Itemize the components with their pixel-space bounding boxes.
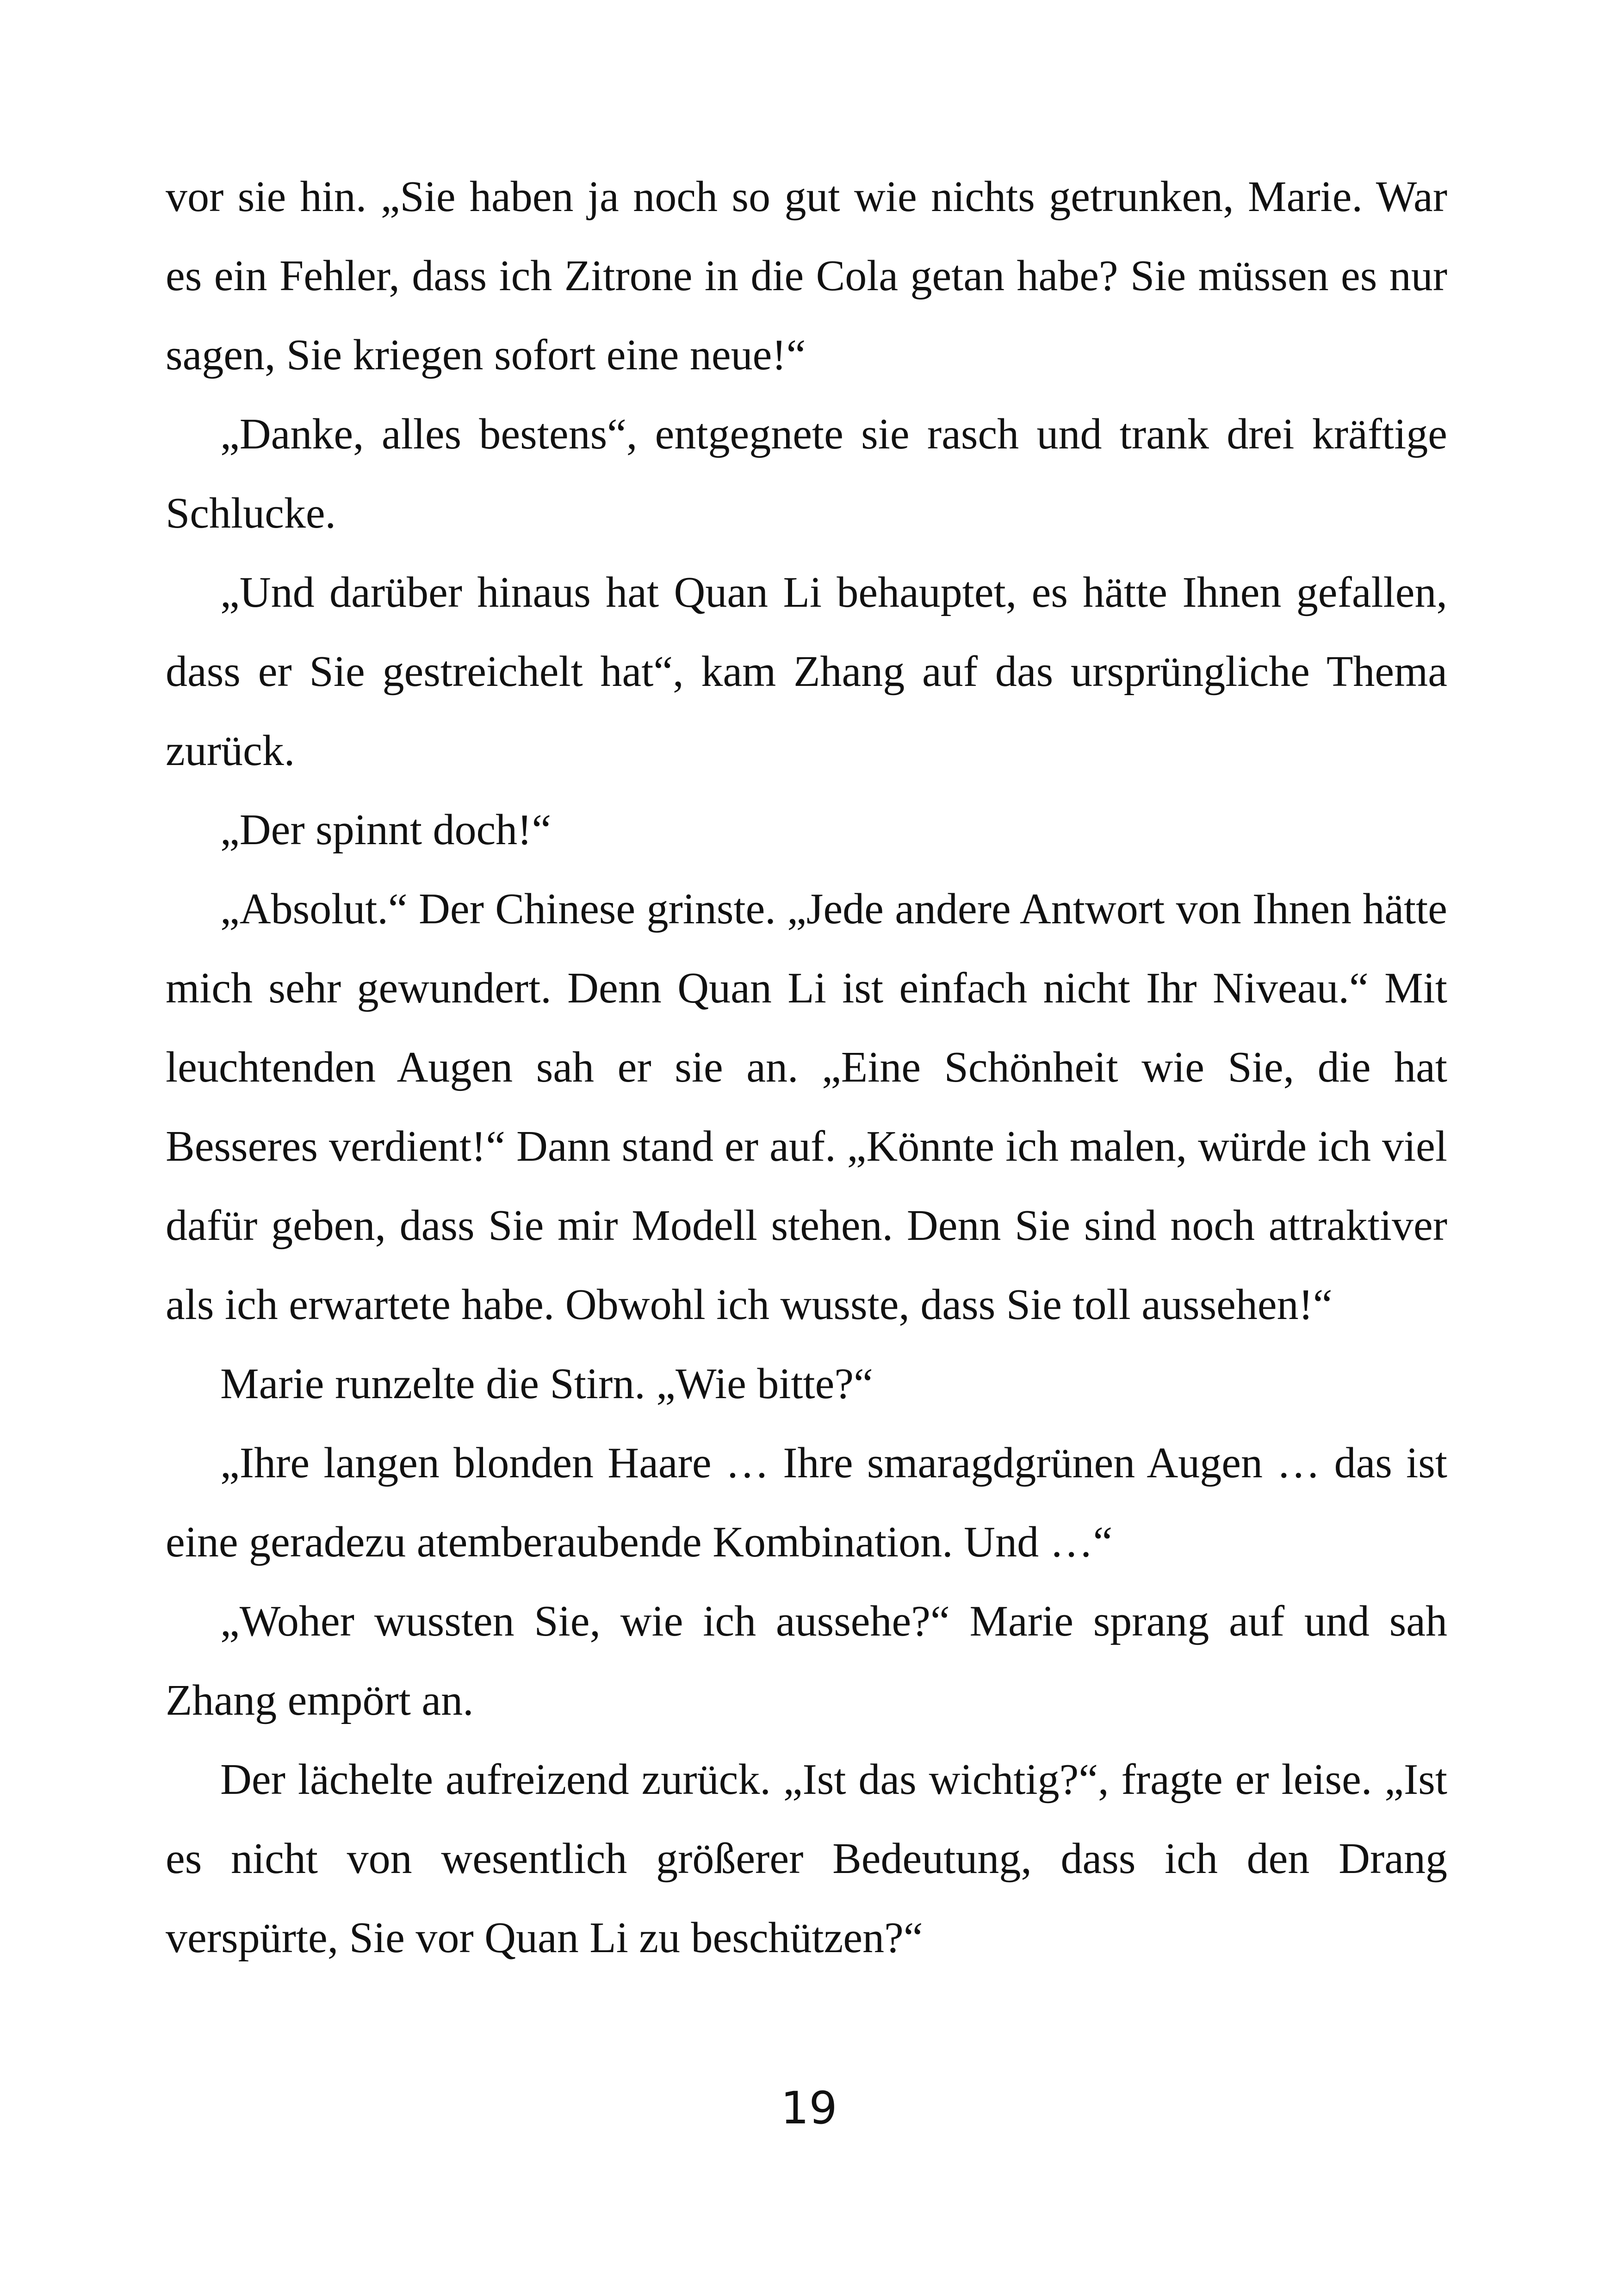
paragraph: „Woher wussten Sie, wie ich aussehe?“ Marie sprang auf und sah Zhang empört an. — [166, 1597, 1447, 1724]
paragraph: „Danke, alles bestens“, entgegnete sie rasch und trank drei kräftige Schlucke. — [166, 410, 1447, 537]
paragraph: „Der spinnt doch!“ — [220, 806, 552, 854]
paragraph: „Absolut.“ Der Chinese grinste. „Jede andere Antwort von Ihnen hätte mich sehr gewundert. Denn Quan Li ist einfach nicht Ihr Niveau.“ Mit leuchtenden Augen sah er sie an. „Eine Schönheit wie Sie, die hat Besseres verdient!“ Dann stand er auf. „Könnte ich malen, würde ich viel dafür geben, dass Sie mir Modell stehen. Denn Sie sind noch attraktiver als ich erwartete habe. Obwohl ich wusste, dass Sie toll aussehen!“ — [166, 885, 1447, 1329]
paragraph: „Und darüber hinaus hat Quan Li behauptet, es hätte Ihnen gefallen, dass er Sie gestreichelt hat“, kam Zhang auf das ursprüngliche Thema zurück. — [166, 568, 1447, 775]
page-number: 19 — [781, 2082, 837, 2134]
paragraph: Der lächelte aufreizend zurück. „Ist das wichtig?“, fragte er leise. „Ist es nicht von wesentlich größerer Bedeutung, dass ich den Drang verspürte, Sie vor Quan Li zu beschützen?“ — [166, 1755, 1447, 1962]
paragraph: Marie runzelte die Stirn. „Wie bitte?“ — [220, 1360, 873, 1408]
paragraph: „Ihre langen blonden Haare … Ihre smaragdgrünen Augen … das ist eine geradezu atemberaubende Kombination. Und …“ — [166, 1439, 1447, 1566]
body-text — [166, 157, 1447, 1978]
paragraph: vor sie hin. „Sie haben ja noch so gut wie nichts getrunken, Marie. War es ein Fehler, dass ich Zitrone in die Cola getan habe? Sie müssen es nur sagen, Sie kriegen sofort eine neue!“ — [166, 173, 1447, 379]
